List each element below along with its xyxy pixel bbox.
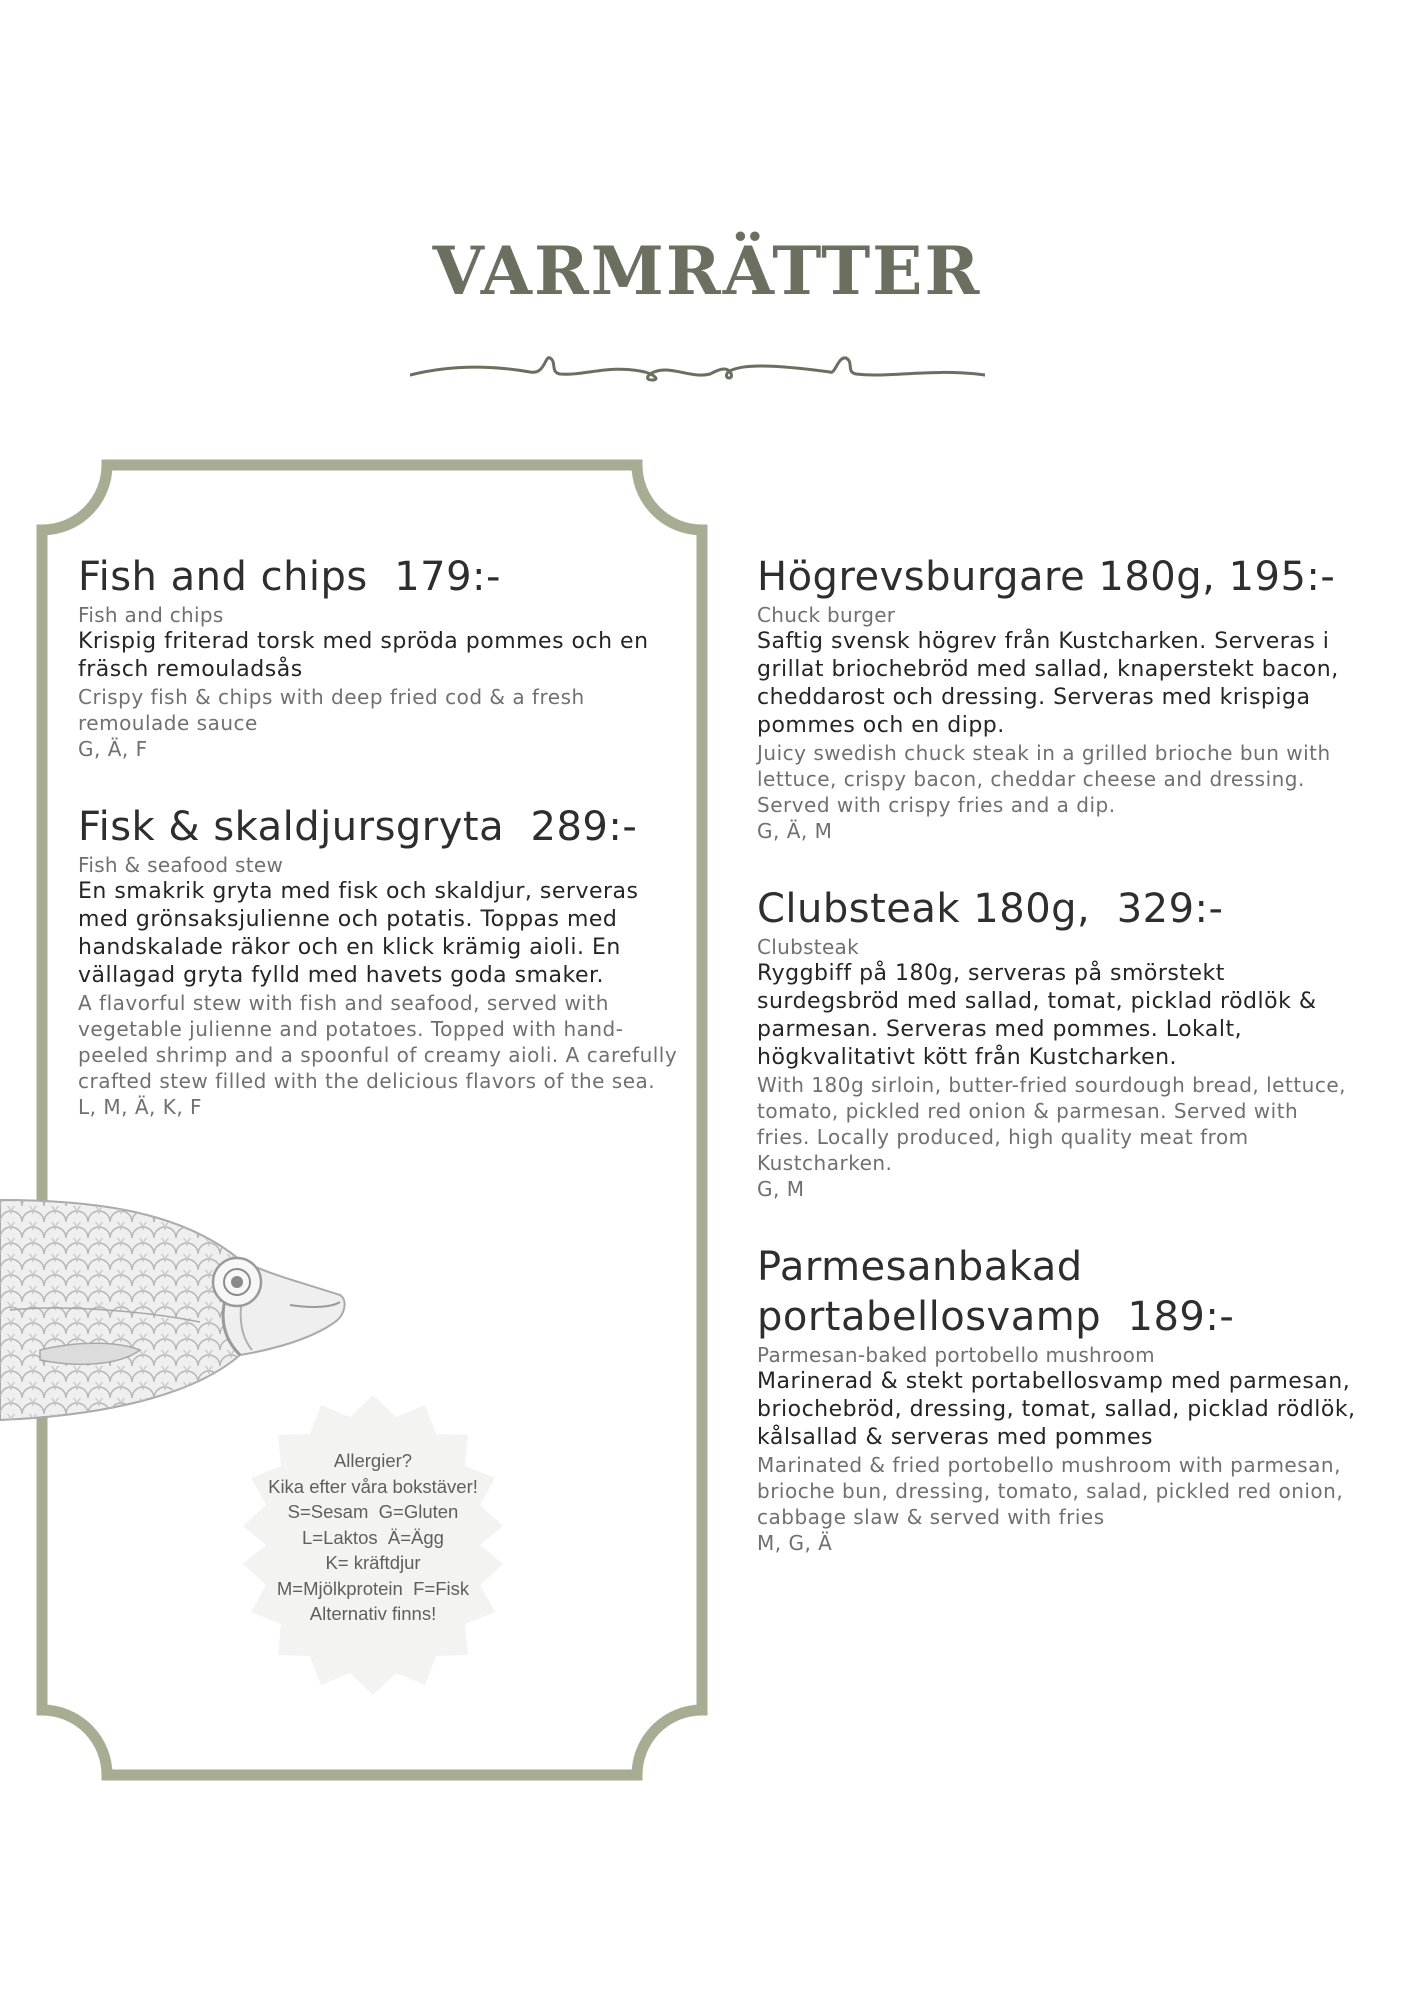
dish-description-en: A flavorful stew with fish and seafood, served with vegetable julienne and potatoes. Topped with hand-peeled shrimp and a spoonful of creamy aioli. A carefully crafted stew filled with the delicious flavors of the sea. (78, 991, 678, 1093)
allergy-line: Kika efter våra bokstäver! (268, 1475, 478, 1497)
dish-description-sv: Saftig svensk högrev från Kustcharken. Serveras i grillat briochebröd med sallad, knaperstekt bacon, cheddarost och dressing. Serveras med krispiga pommes och en dipp. (757, 629, 1339, 738)
menu-item-clubsteak (757, 884, 1357, 1202)
allergy-line: Alternativ finns! (309, 1603, 437, 1624)
dish-subtitle: Clubsteak (757, 935, 859, 959)
dish-description-sv: Krispig friterad torsk med spröda pommes och en fräsch remouladsås (78, 629, 649, 682)
allergy-line: Allergier? (333, 1450, 413, 1471)
dish-description-en: Juicy swedish chuck steak in a grilled brioche bun with lettuce, crispy bacon, cheddar cheese and dressing. Served with crispy fries and a dip. (757, 741, 1331, 817)
dish-title: Fisk & skaldjursgryta 289:- (78, 804, 638, 850)
dish-description-sv: Ryggbiff på 180g, serveras på smörstekt surdegsbröd med sallad, tomat, picklad rödlök & parmesan. Serveras med pommes. Lokalt, högkvalitativt kött från Kustcharken. (757, 961, 1317, 1070)
dish-title: Clubsteak 180g, 329:- (757, 886, 1224, 932)
swirl-divider (410, 350, 985, 390)
dish-allergens: G, Ä, M (757, 819, 833, 843)
menu-item-portobello (757, 1242, 1357, 1556)
dish-title: Högrevsburgare 180g, 195:- (757, 554, 1336, 600)
menu-item-seafood-stew (78, 802, 678, 1120)
dish-allergens: G, M (757, 1177, 805, 1201)
menu-item-fish-and-chips (78, 552, 678, 762)
allergy-line: S=Sesam G=Gluten (287, 1501, 459, 1522)
dish-subtitle: Parmesan-baked portobello mushroom (757, 1343, 1155, 1367)
allergy-line: L=Laktos Ä=Ägg (302, 1526, 444, 1548)
dish-title: Fish and chips 179:- (78, 554, 501, 600)
dish-allergens: L, M, Ä, K, F (78, 1095, 203, 1119)
dish-description-en: Marinated & fried portobello mushroom with parmesan, brioche bun, dressing, tomato, salad, pickled red onion, cabbage slaw & served with fries (757, 1453, 1344, 1529)
dish-title: Parmesanbakad portabellosvamp 189:- (757, 1244, 1235, 1340)
dish-description-sv: En smakrik gryta med fisk och skaldjur, serveras med grönsaksjulienne och potatis. Toppas med handskalade räkor och en klick krämig aioli. En vällagad gryta fylld med havets goda smaker. (78, 879, 639, 988)
dish-subtitle: Fish & seafood stew (78, 853, 284, 877)
allergy-line: K= kräftdjur (325, 1552, 421, 1573)
page-title: VARMRÄTTER (432, 232, 982, 310)
allergy-line: M=Mjölkprotein F=Fisk (276, 1577, 470, 1599)
right-menu-column (757, 552, 1357, 1596)
dish-subtitle: Fish and chips (78, 603, 224, 627)
dish-description-en: Crispy fish & chips with deep fried cod & a fresh remoulade sauce (78, 685, 585, 735)
dish-allergens: G, Ä, F (78, 737, 148, 761)
left-menu-column (78, 552, 678, 1160)
dish-description-en: With 180g sirloin, butter-fried sourdough bread, lettuce, tomato, pickled red onion & parmesan. Served with fries. Locally produced, high quality meat from Kustcharken. (757, 1073, 1346, 1175)
dish-description-sv: Marinerad & stekt portabellosvamp med parmesan, briochebröd, dressing, tomat, sallad, picklad rödlök, kålsallad & serveras med pommes (757, 1369, 1356, 1450)
dish-subtitle: Chuck burger (757, 603, 896, 627)
menu-item-chuck-burger (757, 552, 1357, 844)
allergy-info (218, 1448, 528, 1627)
dish-allergens: M, G, Ä (757, 1531, 833, 1555)
